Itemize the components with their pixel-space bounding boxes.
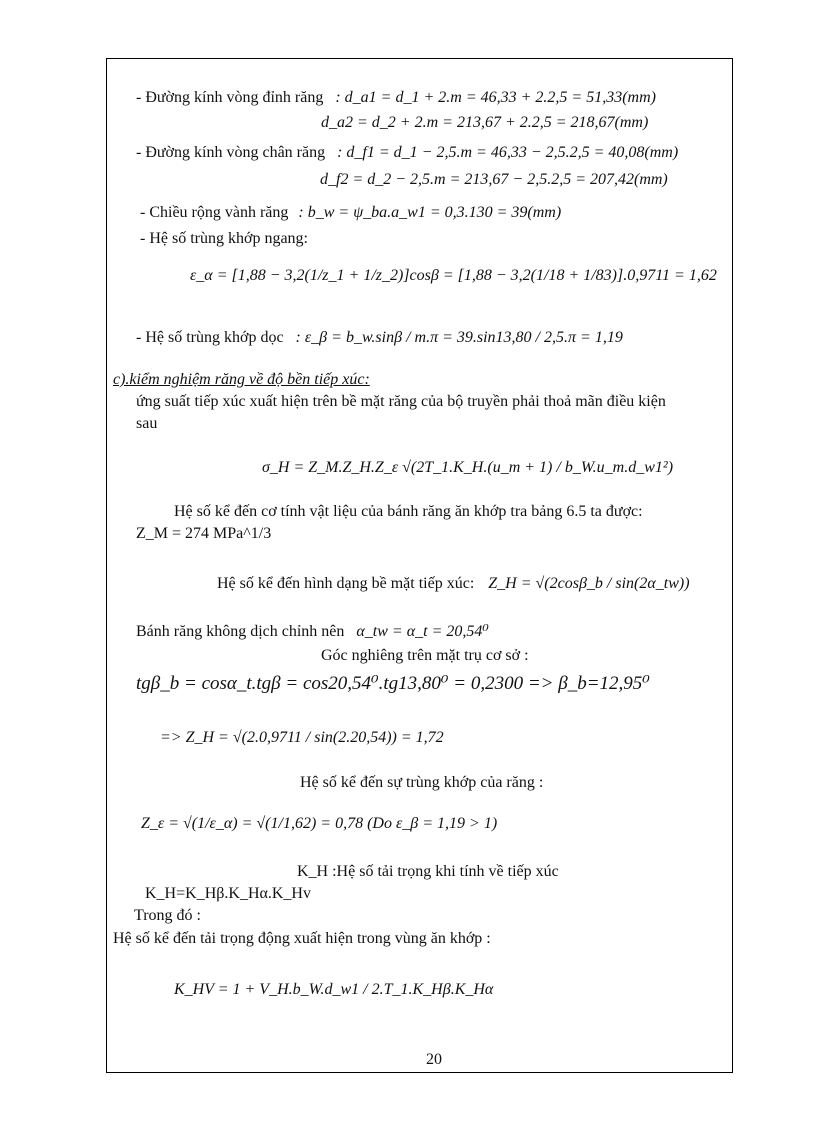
da2-equation: d_a2 = d_2 + 2.m = 213,67 + 2.2,5 = 218,67(mm) [321, 114, 649, 131]
df1-equation: : d_f1 = d_1 − 2,5.m = 46,33 − 2,5.2,5 = 40,08(mm) [337, 144, 679, 161]
ze-equation: Z_ε = √(1/ε_α) = √(1/1,62) = 0,78 (Do ε_β = 1,19 > 1) [141, 815, 498, 832]
material-factor-value: Z_M = 274 MPa^1/3 [136, 525, 272, 542]
da1-equation: : d_a1 = d_1 + 2.m = 46,33 + 2.2,5 = 51,33(mm) [335, 89, 656, 106]
alpha-line [136, 622, 489, 642]
tip-diameter-label: - Đường kính vòng đỉnh răng [136, 89, 324, 106]
root-diameter-label: - Đường kính vòng chân răng [136, 144, 326, 161]
surface-shape-text: Hệ số kể đến hình dạng bề mặt tiếp xúc: [217, 575, 475, 592]
trong-do-text: Trong đó : [134, 907, 201, 924]
page-number: 20 [426, 1051, 442, 1068]
alpha-equation: α_tw = α_t = 20,54⁰ [356, 623, 489, 640]
base-angle-text: Góc nghiêng trên mặt trụ cơ sở : [321, 647, 529, 664]
alpha-text: Bánh răng không dịch chỉnh nên [136, 623, 345, 640]
material-factor-text: Hệ số kể đến cơ tính vật liệu của bánh răng ăn khớp tra bảng 6.5 ta được: [174, 503, 643, 520]
tip-diameter-line-1 [136, 88, 656, 108]
base-helix-equation: tgβ_b = cosα_t.tgβ = cos20,54⁰.tg13,80⁰ = 0,2300 => β_b=12,95⁰ [136, 673, 650, 694]
face-width-line [140, 203, 561, 223]
section-c-heading: c).kiểm nghiệm răng về độ bền tiếp xúc: [113, 371, 370, 388]
transverse-contact-label: - Hệ số trùng khớp ngang: [140, 230, 308, 247]
contact-stress-equation: σ_H = Z_M.Z_H.Z_ε √(2T_1.K_H.(u_m + 1) / b_W.u_m.d_w1²) [262, 459, 674, 476]
khv-equation: K_HV = 1 + V_H.b_W.d_w1 / 2.T_1.K_Hβ.K_Hα [174, 981, 494, 998]
root-diameter-line-1 [136, 143, 678, 163]
stress-intro-line-1: ứng suất tiếp xúc xuất hiện trên bề mặt răng của bộ truyền phải thoả mãn điều kiện [136, 393, 666, 410]
df2-equation: d_f2 = d_2 − 2,5.m = 213,67 − 2,5.2,5 = 207,42(mm) [320, 171, 668, 188]
face-width-equation: : b_w = ψ_ba.a_w1 = 0,3.130 = 39(mm) [298, 204, 562, 221]
dynamic-load-text: Hệ số kể đến tải trọng động xuất hiện trong vùng ăn khớp : [113, 930, 491, 947]
axial-contact-line [136, 328, 623, 348]
axial-contact-equation: : ε_β = b_w.sinβ / m.π = 39.sin13,80 / 2,5.π = 1,19 [295, 329, 623, 346]
face-width-label: - Chiều rộng vành răng [140, 204, 289, 221]
load-factor-text: K_H :Hệ số tải trọng khi tính về tiếp xúc [297, 863, 559, 880]
transverse-contact-equation: ε_α = [1,88 − 3,2(1/z_1 + 1/z_2)]cosβ = [1,88 − 3,2(1/18 + 1/83)].0,9711 = 1,62 [190, 267, 717, 284]
stress-intro-line-2: sau [136, 415, 158, 432]
load-factor-equation: K_H=K_Hβ.K_Hα.K_Hv [145, 885, 311, 902]
surface-shape-line [217, 574, 690, 594]
axial-contact-label: - Hệ số trùng khớp dọc [136, 329, 284, 346]
zh-formula: Z_H = √(2cosβ_b / sin(2α_tw)) [488, 575, 690, 592]
zh-result-equation: => Z_H = √(2.0,9711 / sin(2.20,54)) = 1,72 [160, 729, 444, 746]
contact-ratio-factor-text: Hệ số kể đến sự trùng khớp của răng : [300, 774, 544, 791]
